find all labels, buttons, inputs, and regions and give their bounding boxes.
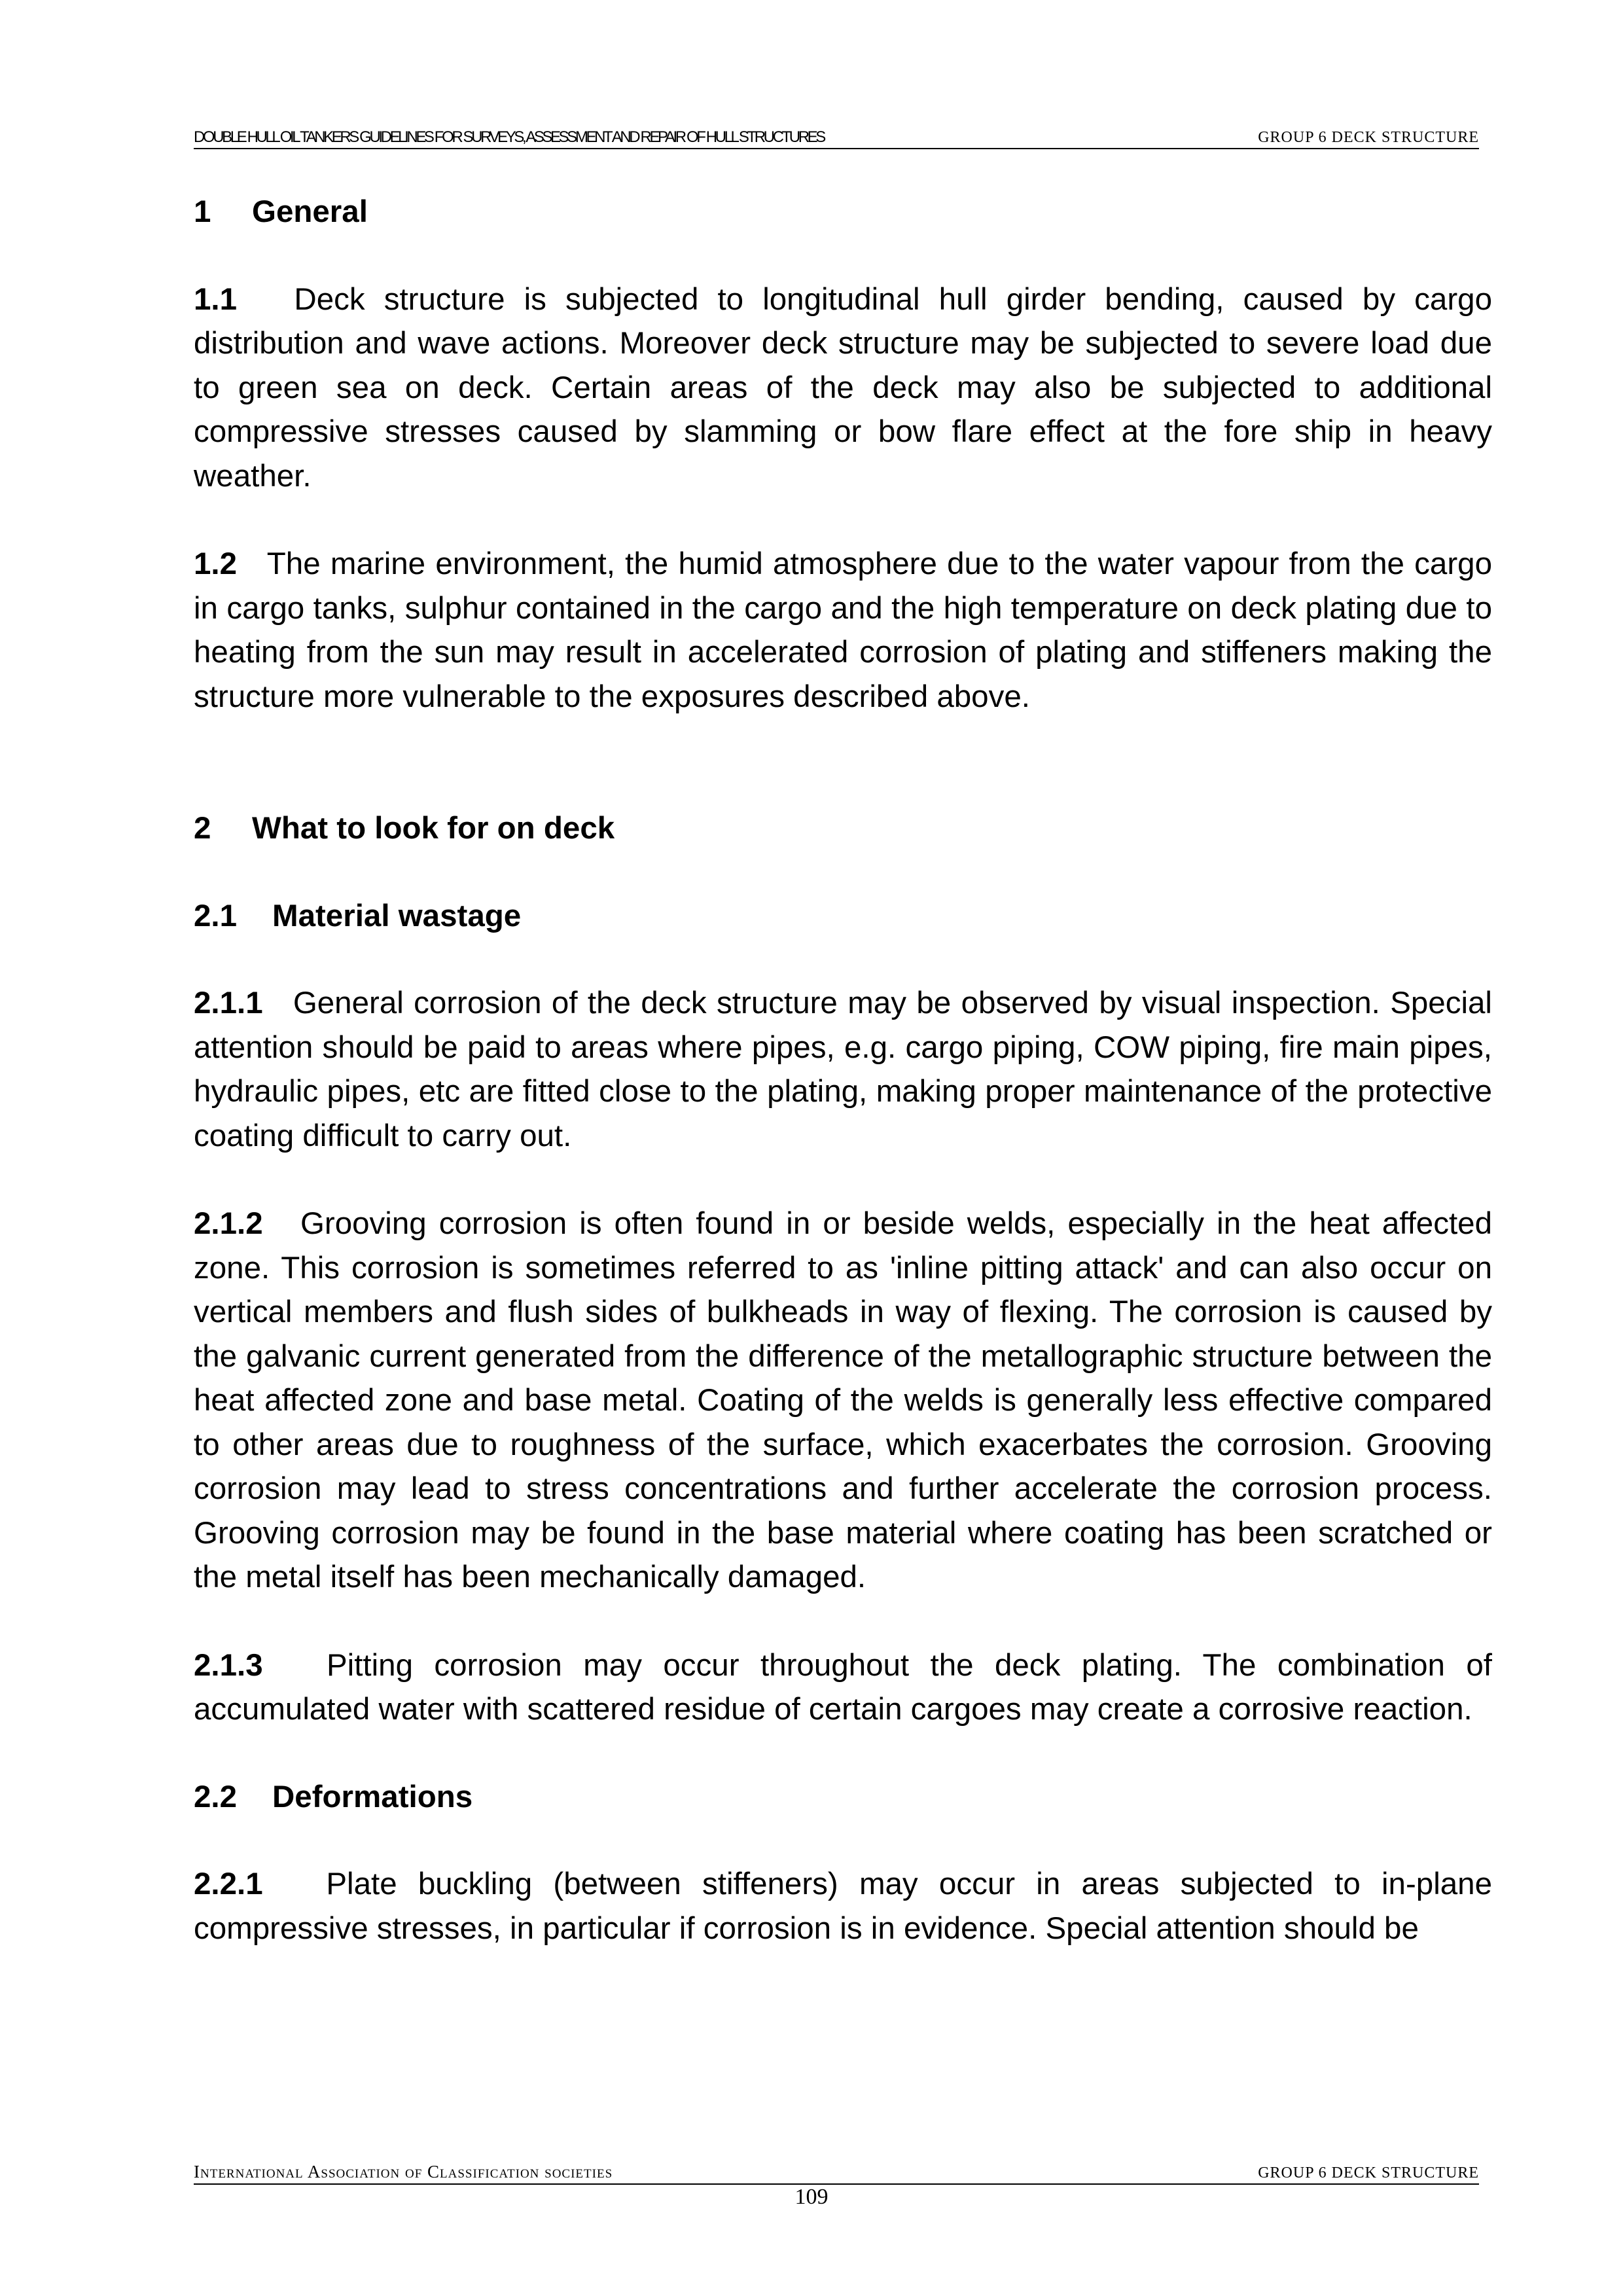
page-number: 109 bbox=[794, 2185, 829, 2209]
paragraph-2-1-2 bbox=[194, 1202, 1492, 1600]
subsection-heading-2-1 bbox=[194, 894, 1492, 939]
paragraph-1-1 bbox=[194, 278, 1492, 499]
header-document-title: DOUBLE HULL OIL TANKERS GUIDELINES FOR SURVEYS, ASSESSMENT AND REPAIR OF HULL STRUCTURES bbox=[194, 128, 824, 146]
paragraph-2-1-1 bbox=[194, 981, 1492, 1158]
paragraph-text: Grooving corrosion is often found in or beside welds, especially in the heat affected zone. This corrosion is sometimes referred to as 'inline pitting attack' and can also occur on vertical members and flush sides of bulkheads in way of flexing. The corrosion is caused by the galvanic current generated from the difference of the metallographic structure between the heat affected zone and base metal. Coating of the welds is generally less effective compared to other areas due to roughness of the surface, which exacerbates the corrosion. Grooving corrosion may lead to stress concentrations and further accelerate the corrosion process. Grooving corrosion may be found in the base material where coating has been scratched or the metal itself has been mechanically damaged. bbox=[194, 1206, 1493, 1594]
section-heading-1 bbox=[194, 190, 1492, 234]
paragraph-1-2 bbox=[194, 542, 1492, 719]
section-heading-2 bbox=[194, 806, 1492, 851]
paragraph-number: 2.2.1 bbox=[194, 1867, 263, 1901]
paragraph-number: 2.1.2 bbox=[194, 1206, 263, 1241]
page-footer bbox=[194, 2164, 1479, 2185]
section-title: What to look for on deck bbox=[252, 811, 615, 846]
document-body bbox=[194, 190, 1492, 1950]
paragraph-number: 2.1.1 bbox=[194, 986, 263, 1020]
section-title: Deformations bbox=[272, 1779, 473, 1814]
paragraph-text: Pitting corrosion may occur throughout the deck plating. The combination of accumulated water with scattered residue of certain cargoes may create a corrosive reaction. bbox=[194, 1647, 1492, 1727]
paragraph-2-1-3 bbox=[194, 1643, 1492, 1732]
subsection-heading-2-2 bbox=[194, 1775, 1492, 1820]
section-number: 1 bbox=[194, 194, 211, 229]
section-title: Material wastage bbox=[272, 898, 522, 933]
footer-organization: International Association of Classification societies bbox=[194, 2162, 613, 2181]
header-group-title: GROUP 6 DECK STRUCTURE bbox=[1258, 129, 1479, 146]
paragraph-text: The marine environment, the humid atmosphere due to the water vapour from the cargo in cargo tanks, sulphur contained in the cargo and the high temperature on deck plating due to heating from the sun may result in accelerated corrosion of plating and stiffeners making the structure more vulnerable to the exposures described above. bbox=[194, 547, 1492, 714]
section-number: 2.2 bbox=[194, 1779, 238, 1814]
paragraph-number: 1.1 bbox=[194, 281, 238, 317]
section-title: General bbox=[252, 194, 368, 229]
paragraph-number: 2.1.3 bbox=[194, 1647, 263, 1683]
section-number: 2.1 bbox=[194, 898, 238, 933]
footer-group-title: GROUP 6 DECK STRUCTURE bbox=[1258, 2164, 1479, 2181]
paragraph-text: Plate buckling (between stiffeners) may occur in areas subjected to in-plane compressive stresses, in particular if corrosion is in evidence. Special attention should be bbox=[194, 1867, 1492, 1946]
page-header bbox=[194, 128, 1479, 149]
paragraph-number: 1.2 bbox=[194, 547, 238, 581]
section-number: 2 bbox=[194, 811, 211, 846]
paragraph-text: General corrosion of the deck structure may be observed by visual inspection. Special attention should be paid to areas where pipes, e.g. cargo piping, COW piping, fire main pipes, hydraulic pipes, etc are fitted close to the plating, making proper maintenance of the protective coating difficult to carry out. bbox=[194, 986, 1492, 1153]
paragraph-2-2-1 bbox=[194, 1862, 1492, 1950]
paragraph-text: Deck structure is subjected to longitudinal hull girder bending, caused by cargo distribution and wave actions. Moreover deck structure may be subjected to severe load due to green sea on deck. Certain areas of the deck may also be subjected to additional compressive stresses caused by slamming or bow flare effect at the fore ship in heavy weather. bbox=[194, 281, 1492, 493]
